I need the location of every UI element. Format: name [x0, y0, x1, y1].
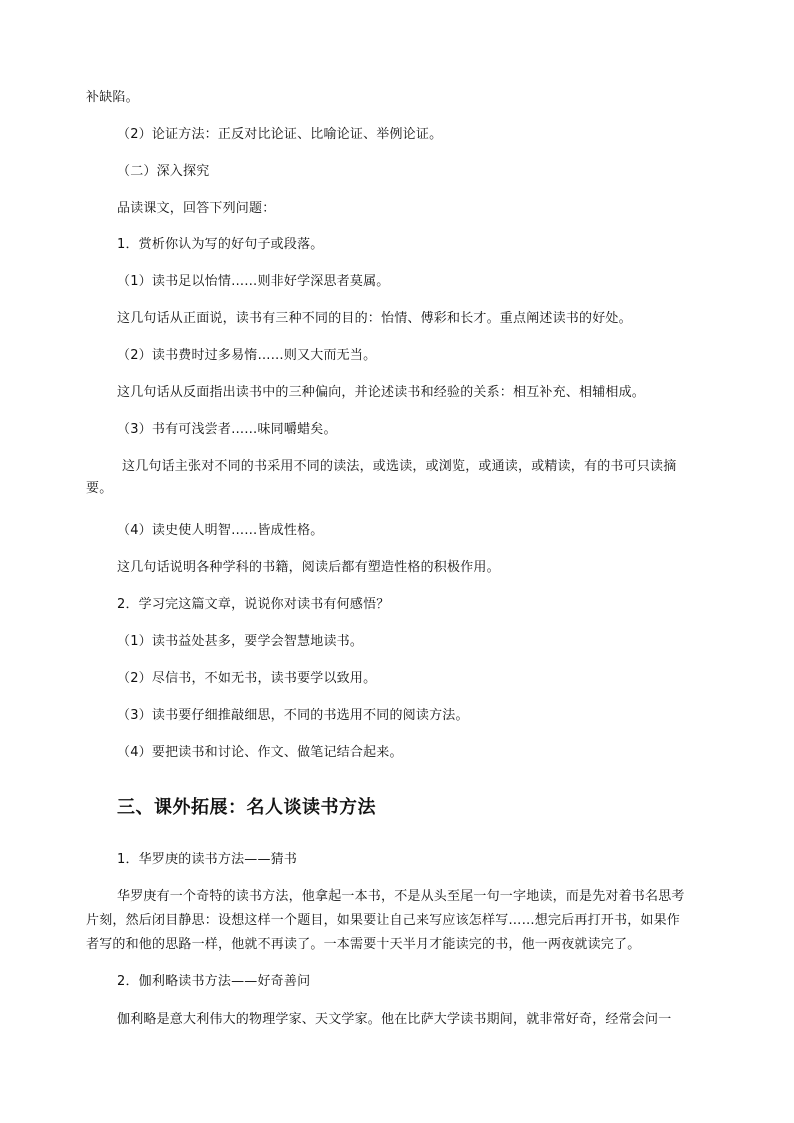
- method-2-text: 伽利略是意大利伟大的物理学家、天文学家。他在比萨大学读书期间，就非常好奇，经常会问一: [117, 1012, 672, 1027]
- quote-1: （1）读书足以怡情……则非好学深思者莫属。: [117, 274, 390, 289]
- method-1-title: 1．华罗庚的读书方法——猜书: [117, 852, 298, 867]
- quote-2: （2）读书费时过多易惰……则又大而无当。: [117, 348, 377, 363]
- insight-3: （3）读书要仔细推敲细思，不同的书选用不同的阅读方法。: [117, 708, 469, 723]
- method-2-title: 2．伽利略读书方法——好奇善问: [117, 974, 311, 989]
- question-1: 1．赏析你认为写的好句子或段落。: [117, 237, 324, 252]
- quote-3: （3）书有可浅尝者……味同嚼蜡矣。: [117, 422, 337, 437]
- analysis-4: 这几句话说明各种学科的书籍，阅读后都有塑造性格的积极作用。: [117, 560, 500, 575]
- insight-1: （1）读书益处甚多，要学会智慧地读书。: [117, 634, 364, 649]
- quote-4: （4）读史使人明智……皆成性格。: [117, 523, 324, 538]
- insight-2: （2）尽信书，不如无书，读书要学以致用。: [117, 671, 377, 686]
- question-2: 2．学习完这篇文章，说说你对读书有何感悟？: [117, 597, 390, 612]
- instruction-text: 品读课文，回答下列问题：: [117, 201, 276, 216]
- analysis-2: 这几句话从反面指出读书中的三种偏向，并论述读书和经验的关系：相互补充、相辅相成。: [117, 385, 646, 400]
- section-heading: 三、课外拓展：名人谈读书方法: [117, 797, 376, 818]
- insight-4: （4）要把读书和讨论、作文、做笔记结合起来。: [117, 745, 403, 760]
- paragraph-continuation: 补缺陷。: [86, 90, 139, 105]
- method-1-text: 华罗庚有一个奇特的读书方法，他拿起一本书，不是从头至尾一句一字地读，而是先对着书名思考片刻，然后闭目静思：设想这样一个题目，如果要让自己来写应该怎样写……想完后再打开书，如果作者写的和他的思路一样，他就不再读了。一本需要十天半月才能读完的书，他一两夜就读完了。: [86, 889, 685, 952]
- argument-methods: （2）论证方法：正反对比论证、比喻论证、举例论证。: [117, 127, 443, 142]
- analysis-1: 这几句话从正面说，读书有三种不同的目的：怡情、傅彩和长才。重点阐述读书的好处。: [117, 311, 632, 326]
- analysis-3: 这几句话主张对不同的书采用不同的读法，或选读，或浏览，或通读，或精读，有的书可只读摘要。: [86, 459, 677, 496]
- section-deep-exploration: （二）深入探究: [117, 164, 210, 179]
